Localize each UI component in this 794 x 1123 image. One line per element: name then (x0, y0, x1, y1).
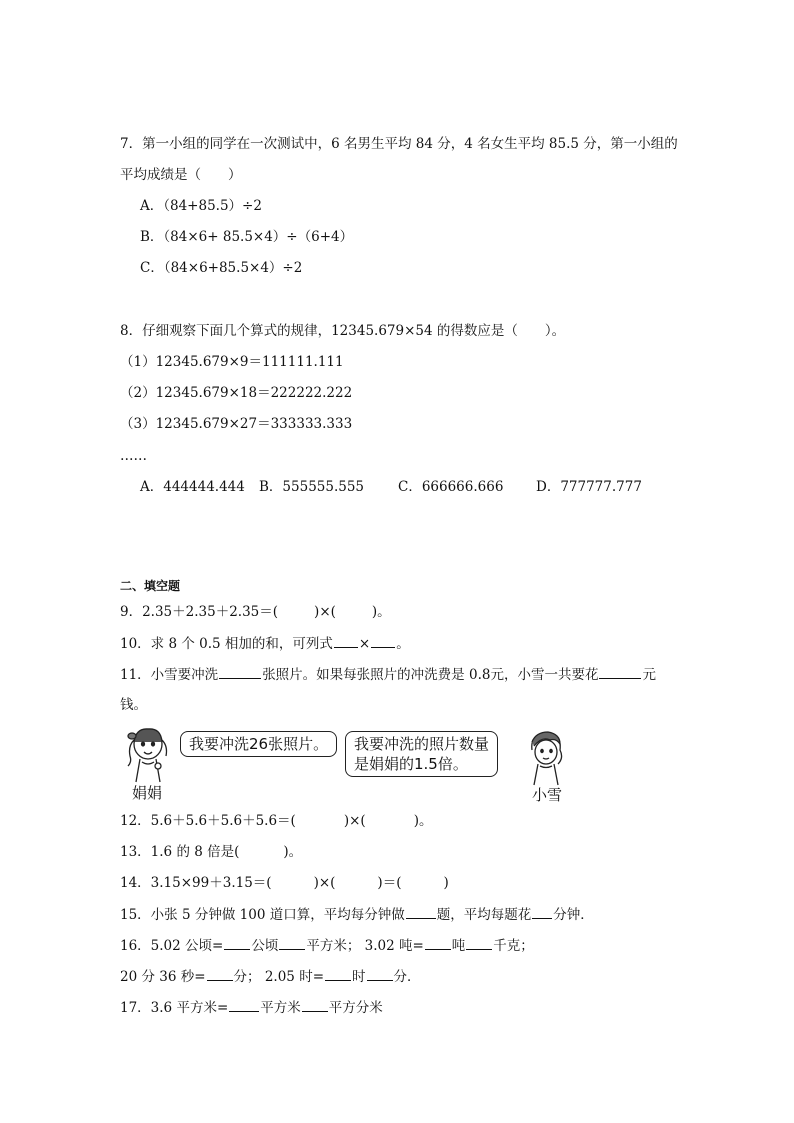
xiaoxue-speech-line2: 是娟娟的1.5倍。 (354, 755, 468, 773)
q10-part-a: 10．求 8 个 0.5 相加的和，可列式 (120, 636, 333, 652)
q10-part-b: × (358, 636, 371, 652)
q14-part-b: )×( (313, 875, 336, 891)
q17-part-b: 平方米 (260, 1000, 301, 1016)
q11-part-a: 11．小雪要冲洗 (120, 667, 219, 683)
girl-xiaoxue-icon (520, 728, 570, 786)
q7-stem-line2: 平均成绩是（ ） (120, 167, 242, 183)
q15-blank-1[interactable] (406, 905, 436, 919)
q16-line1 (120, 936, 534, 955)
q11-blank-1[interactable] (219, 665, 261, 679)
q8-option-a: A．444444.444 (140, 479, 245, 495)
q8-option-d: D．777777.777 (536, 479, 642, 495)
xiaoxue-speech-line1: 我要冲洗的照片数量 (354, 735, 490, 753)
q11-part-c: 元 (642, 667, 656, 683)
q12-part-b: )×( (343, 813, 366, 829)
q8-formula-1: （1）12345.679×9＝111111.111 (120, 354, 344, 370)
q11-blank-2[interactable] (599, 665, 641, 679)
q16-part-d: 吨 (451, 938, 466, 954)
q11-part-b: 张照片。如果每张照片的冲洗费是 0.8元，小雪一共要花 (262, 667, 599, 683)
q9-part-c: )。 (371, 604, 391, 620)
q7-option-a: A．（84+85.5）÷2 (140, 198, 262, 214)
q16-part-a: 16．5.02 公顷= (120, 938, 224, 954)
q16-part-e: 千克； (493, 938, 534, 954)
q8-option-c: C．666666.666 (398, 479, 504, 495)
q16-part-h: 时 (352, 969, 366, 985)
girl-juanjuan-icon (118, 722, 178, 784)
q16-part-f: 20 分 36 秒= (120, 969, 206, 985)
q17-blank-1[interactable] (229, 998, 259, 1012)
section-title: 二、填空题 (120, 579, 181, 593)
q10-blank-2[interactable] (371, 634, 395, 648)
q17-part-c: 平方分米 (328, 1000, 383, 1016)
q16-part-i: 分． (393, 969, 421, 985)
q14-part-c: )＝( (377, 875, 402, 891)
q16-part-c: 平方米； 3.02 吨= (306, 938, 424, 954)
q16-blank-3[interactable] (425, 936, 451, 950)
q16-line2 (120, 967, 421, 986)
q7-stem-line1: 7．第一小组的同学在一次测试中，6 名男生平均 84 分，4 名女生平均 85.5 分，第一小组的 (120, 136, 678, 152)
q14-part-a: 14．3.15×99＋3.15＝( (120, 875, 272, 891)
q16-part-b: 公顷 (251, 938, 279, 954)
q9-part-b: )×( (314, 604, 336, 620)
q15-part-c: 分钟． (553, 907, 594, 923)
q17-blank-2[interactable] (302, 998, 328, 1012)
q8-stem: 8．仔细观察下面几个算式的规律，12345.679×54 的得数应是（ ）。 (120, 323, 566, 339)
q7-option-b: B．（84×6+ 85.5×4）÷（6+4） (140, 229, 354, 245)
q16-blank-7[interactable] (367, 967, 393, 981)
q13-line (120, 843, 302, 861)
q13-part-a: 13．1.6 的 8 倍是( (120, 844, 240, 860)
q12-part-c: )。 (413, 813, 433, 829)
q14-part-d: ) (443, 875, 449, 891)
juanjuan-name-label: 娟娟 (132, 784, 163, 802)
q15-part-a: 15．小张 5 分钟做 100 道口算，平均每分钟做 (120, 907, 405, 923)
q17-line (120, 998, 383, 1017)
q14-line (120, 874, 449, 892)
q16-blank-5[interactable] (207, 967, 233, 981)
juanjuan-speech-text: 我要冲洗26张照片。 (189, 735, 329, 753)
q16-part-g: 分； 2.05 时= (233, 969, 324, 985)
q10-part-c: 。 (396, 636, 410, 652)
xiaoxue-name-label: 小雪 (532, 786, 563, 804)
q9-line (120, 603, 391, 621)
q15-line (120, 905, 594, 924)
q15-part-b: 题，平均每题花 (436, 907, 532, 923)
q8-formula-2: （2）12345.679×18＝222222.222 (120, 385, 353, 401)
q11-line2: 钱。 (120, 697, 147, 713)
xiaoxue-speech-bubble (345, 731, 498, 777)
q7-option-c: C．（84×6+85.5×4）÷2 (140, 260, 303, 276)
q11-line1 (120, 665, 656, 684)
q17-part-a: 17．3.6 平方米= (120, 1000, 229, 1016)
q8-ellipsis: …… (120, 448, 147, 464)
q9-part-a: 9．2.35＋2.35＋2.35＝( (120, 604, 279, 620)
q12-part-a: 12．5.6＋5.6＋5.6＋5.6＝( (120, 813, 296, 829)
q15-blank-2[interactable] (532, 905, 552, 919)
q12-line (120, 812, 432, 830)
q10-blank-1[interactable] (334, 634, 358, 648)
q13-part-b: )。 (283, 844, 303, 860)
q16-blank-1[interactable] (224, 936, 250, 950)
q16-blank-6[interactable] (325, 967, 351, 981)
q16-blank-2[interactable] (279, 936, 305, 950)
juanjuan-speech-bubble (180, 731, 337, 757)
q16-blank-4[interactable] (466, 936, 492, 950)
q8-formula-3: （3）12345.679×27＝333333.333 (120, 416, 353, 432)
q8-option-b: B．555555.555 (259, 479, 365, 495)
q10-line (120, 634, 410, 653)
